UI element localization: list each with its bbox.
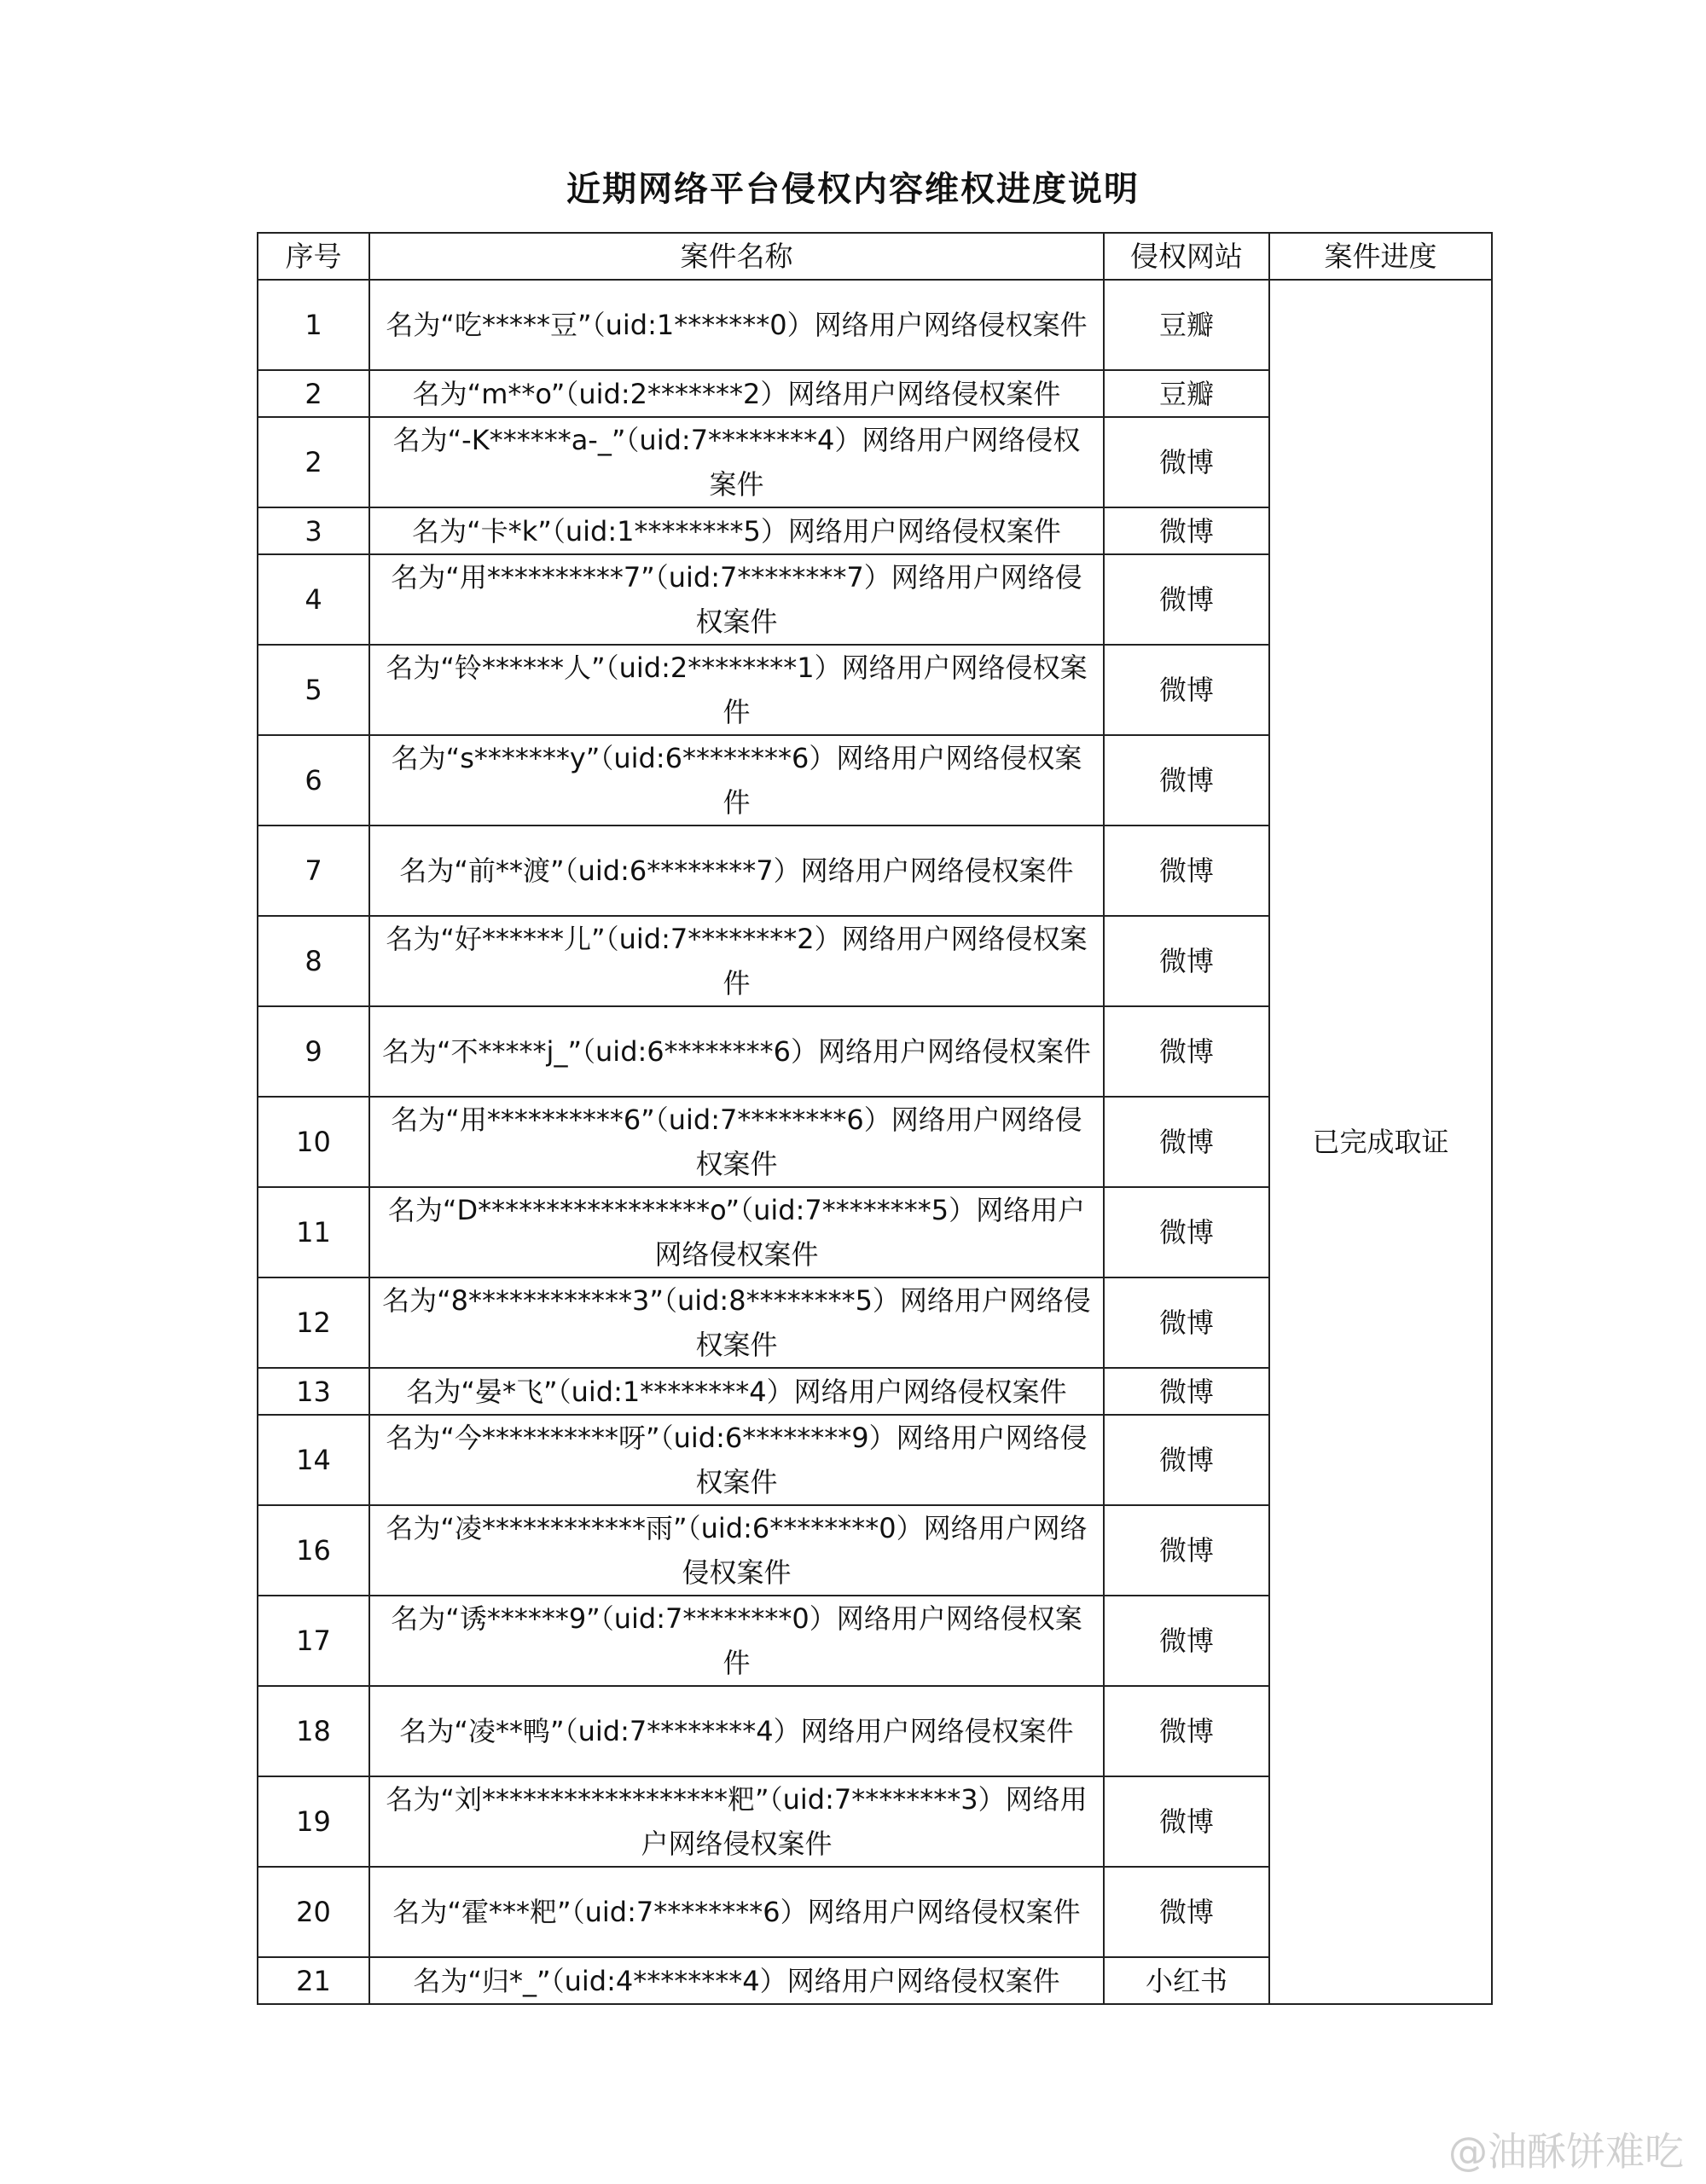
case-seq: 12 (258, 1277, 369, 1368)
infringing-site: 微博 (1104, 1596, 1269, 1686)
case-seq: 20 (258, 1867, 369, 1957)
case-name: 名为“吃*****豆”（uid:1*******0）网络用户网络侵权案件 (369, 280, 1104, 370)
infringing-site: 微博 (1104, 554, 1269, 645)
document-title: 近期网络平台侵权内容维权进度说明 (566, 170, 1140, 209)
infringing-site: 微博 (1104, 735, 1269, 826)
case-name: 名为“前**渡”（uid:6********7）网络用户网络侵权案件 (369, 826, 1104, 916)
case-seq: 11 (258, 1187, 369, 1277)
case-seq: 21 (258, 1957, 369, 2004)
case-name: 名为“归*_”（uid:4********4）网络用户网络侵权案件 (369, 1957, 1104, 2004)
case-seq: 7 (258, 826, 369, 916)
case-seq: 4 (258, 554, 369, 645)
infringing-site: 微博 (1104, 1505, 1269, 1596)
case-table-body (258, 280, 1492, 2004)
infringing-site: 微博 (1104, 1368, 1269, 1415)
case-table (257, 232, 1493, 2005)
case-seq: 14 (258, 1415, 369, 1505)
case-name: 名为“凌************雨”（uid:6********0）网络用户网络侵权案件 (369, 1505, 1104, 1596)
case-seq: 9 (258, 1006, 369, 1097)
case-seq: 2 (258, 417, 369, 507)
case-name: 名为“s*******y”（uid:6********6）网络用户网络侵权案件 (369, 735, 1104, 826)
infringing-site: 微博 (1104, 826, 1269, 916)
case-name: 名为“晏*飞”（uid:1********4）网络用户网络侵权案件 (369, 1368, 1104, 1415)
table-header-row (258, 233, 1492, 280)
infringing-site: 小红书 (1104, 1957, 1269, 2004)
watermark: @油酥饼难吃 (1448, 2129, 1684, 2175)
case-seq: 10 (258, 1097, 369, 1187)
case-seq: 6 (258, 735, 369, 826)
case-name: 名为“不*****j_”（uid:6********6）网络用户网络侵权案件 (369, 1006, 1104, 1097)
header-case-progress: 案件进度 (1269, 233, 1492, 280)
table-row (258, 280, 1492, 370)
infringing-site: 豆瓣 (1104, 370, 1269, 417)
infringing-site: 微博 (1104, 417, 1269, 507)
case-seq: 13 (258, 1368, 369, 1415)
case-seq: 3 (258, 507, 369, 554)
infringing-site: 微博 (1104, 1686, 1269, 1776)
case-seq: 18 (258, 1686, 369, 1776)
infringing-site: 微博 (1104, 1277, 1269, 1368)
infringing-site: 微博 (1104, 916, 1269, 1006)
infringing-site: 微博 (1104, 645, 1269, 735)
case-name: 名为“D*****************o”（uid:7********5）网络用户网络侵权案件 (369, 1187, 1104, 1277)
case-name: 名为“8************3”（uid:8********5）网络用户网络侵权案件 (369, 1277, 1104, 1368)
case-seq: 1 (258, 280, 369, 370)
case-name: 名为“诱******9”（uid:7********0）网络用户网络侵权案件 (369, 1596, 1104, 1686)
case-seq: 2 (258, 370, 369, 417)
case-seq: 17 (258, 1596, 369, 1686)
case-progress: 已完成取证 (1269, 280, 1492, 2004)
case-name: 名为“刘******************粑”（uid:7********3）网络用户网络侵权案件 (369, 1776, 1104, 1867)
case-seq: 5 (258, 645, 369, 735)
infringing-site: 微博 (1104, 507, 1269, 554)
case-name: 名为“-K******a-_”（uid:7********4）网络用户网络侵权案件 (369, 417, 1104, 507)
infringing-site: 微博 (1104, 1006, 1269, 1097)
case-name: 名为“凌**鸭”（uid:7********4）网络用户网络侵权案件 (369, 1686, 1104, 1776)
infringing-site: 微博 (1104, 1867, 1269, 1957)
infringing-site: 微博 (1104, 1187, 1269, 1277)
infringing-site: 微博 (1104, 1097, 1269, 1187)
case-name: 名为“m**o”（uid:2*******2）网络用户网络侵权案件 (369, 370, 1104, 417)
case-name: 名为“卡*k”（uid:1********5）网络用户网络侵权案件 (369, 507, 1104, 554)
infringing-site: 微博 (1104, 1776, 1269, 1867)
header-infringing-site: 侵权网站 (1104, 233, 1269, 280)
case-name: 名为“用**********6”（uid:7********6）网络用户网络侵权案件 (369, 1097, 1104, 1187)
case-name: 名为“好******儿”（uid:7********2）网络用户网络侵权案件 (369, 916, 1104, 1006)
case-name: 名为“今**********呀”（uid:6********9）网络用户网络侵权案件 (369, 1415, 1104, 1505)
header-case-name: 案件名称 (369, 233, 1104, 280)
case-name: 名为“用**********7”（uid:7********7）网络用户网络侵权案件 (369, 554, 1104, 645)
infringing-site: 豆瓣 (1104, 280, 1269, 370)
case-seq: 19 (258, 1776, 369, 1867)
case-seq: 8 (258, 916, 369, 1006)
case-name: 名为“铃******人”（uid:2********1）网络用户网络侵权案件 (369, 645, 1104, 735)
infringing-site: 微博 (1104, 1415, 1269, 1505)
case-name: 名为“霍***粑”（uid:7********6）网络用户网络侵权案件 (369, 1867, 1104, 1957)
header-seq: 序号 (258, 233, 369, 280)
case-seq: 16 (258, 1505, 369, 1596)
